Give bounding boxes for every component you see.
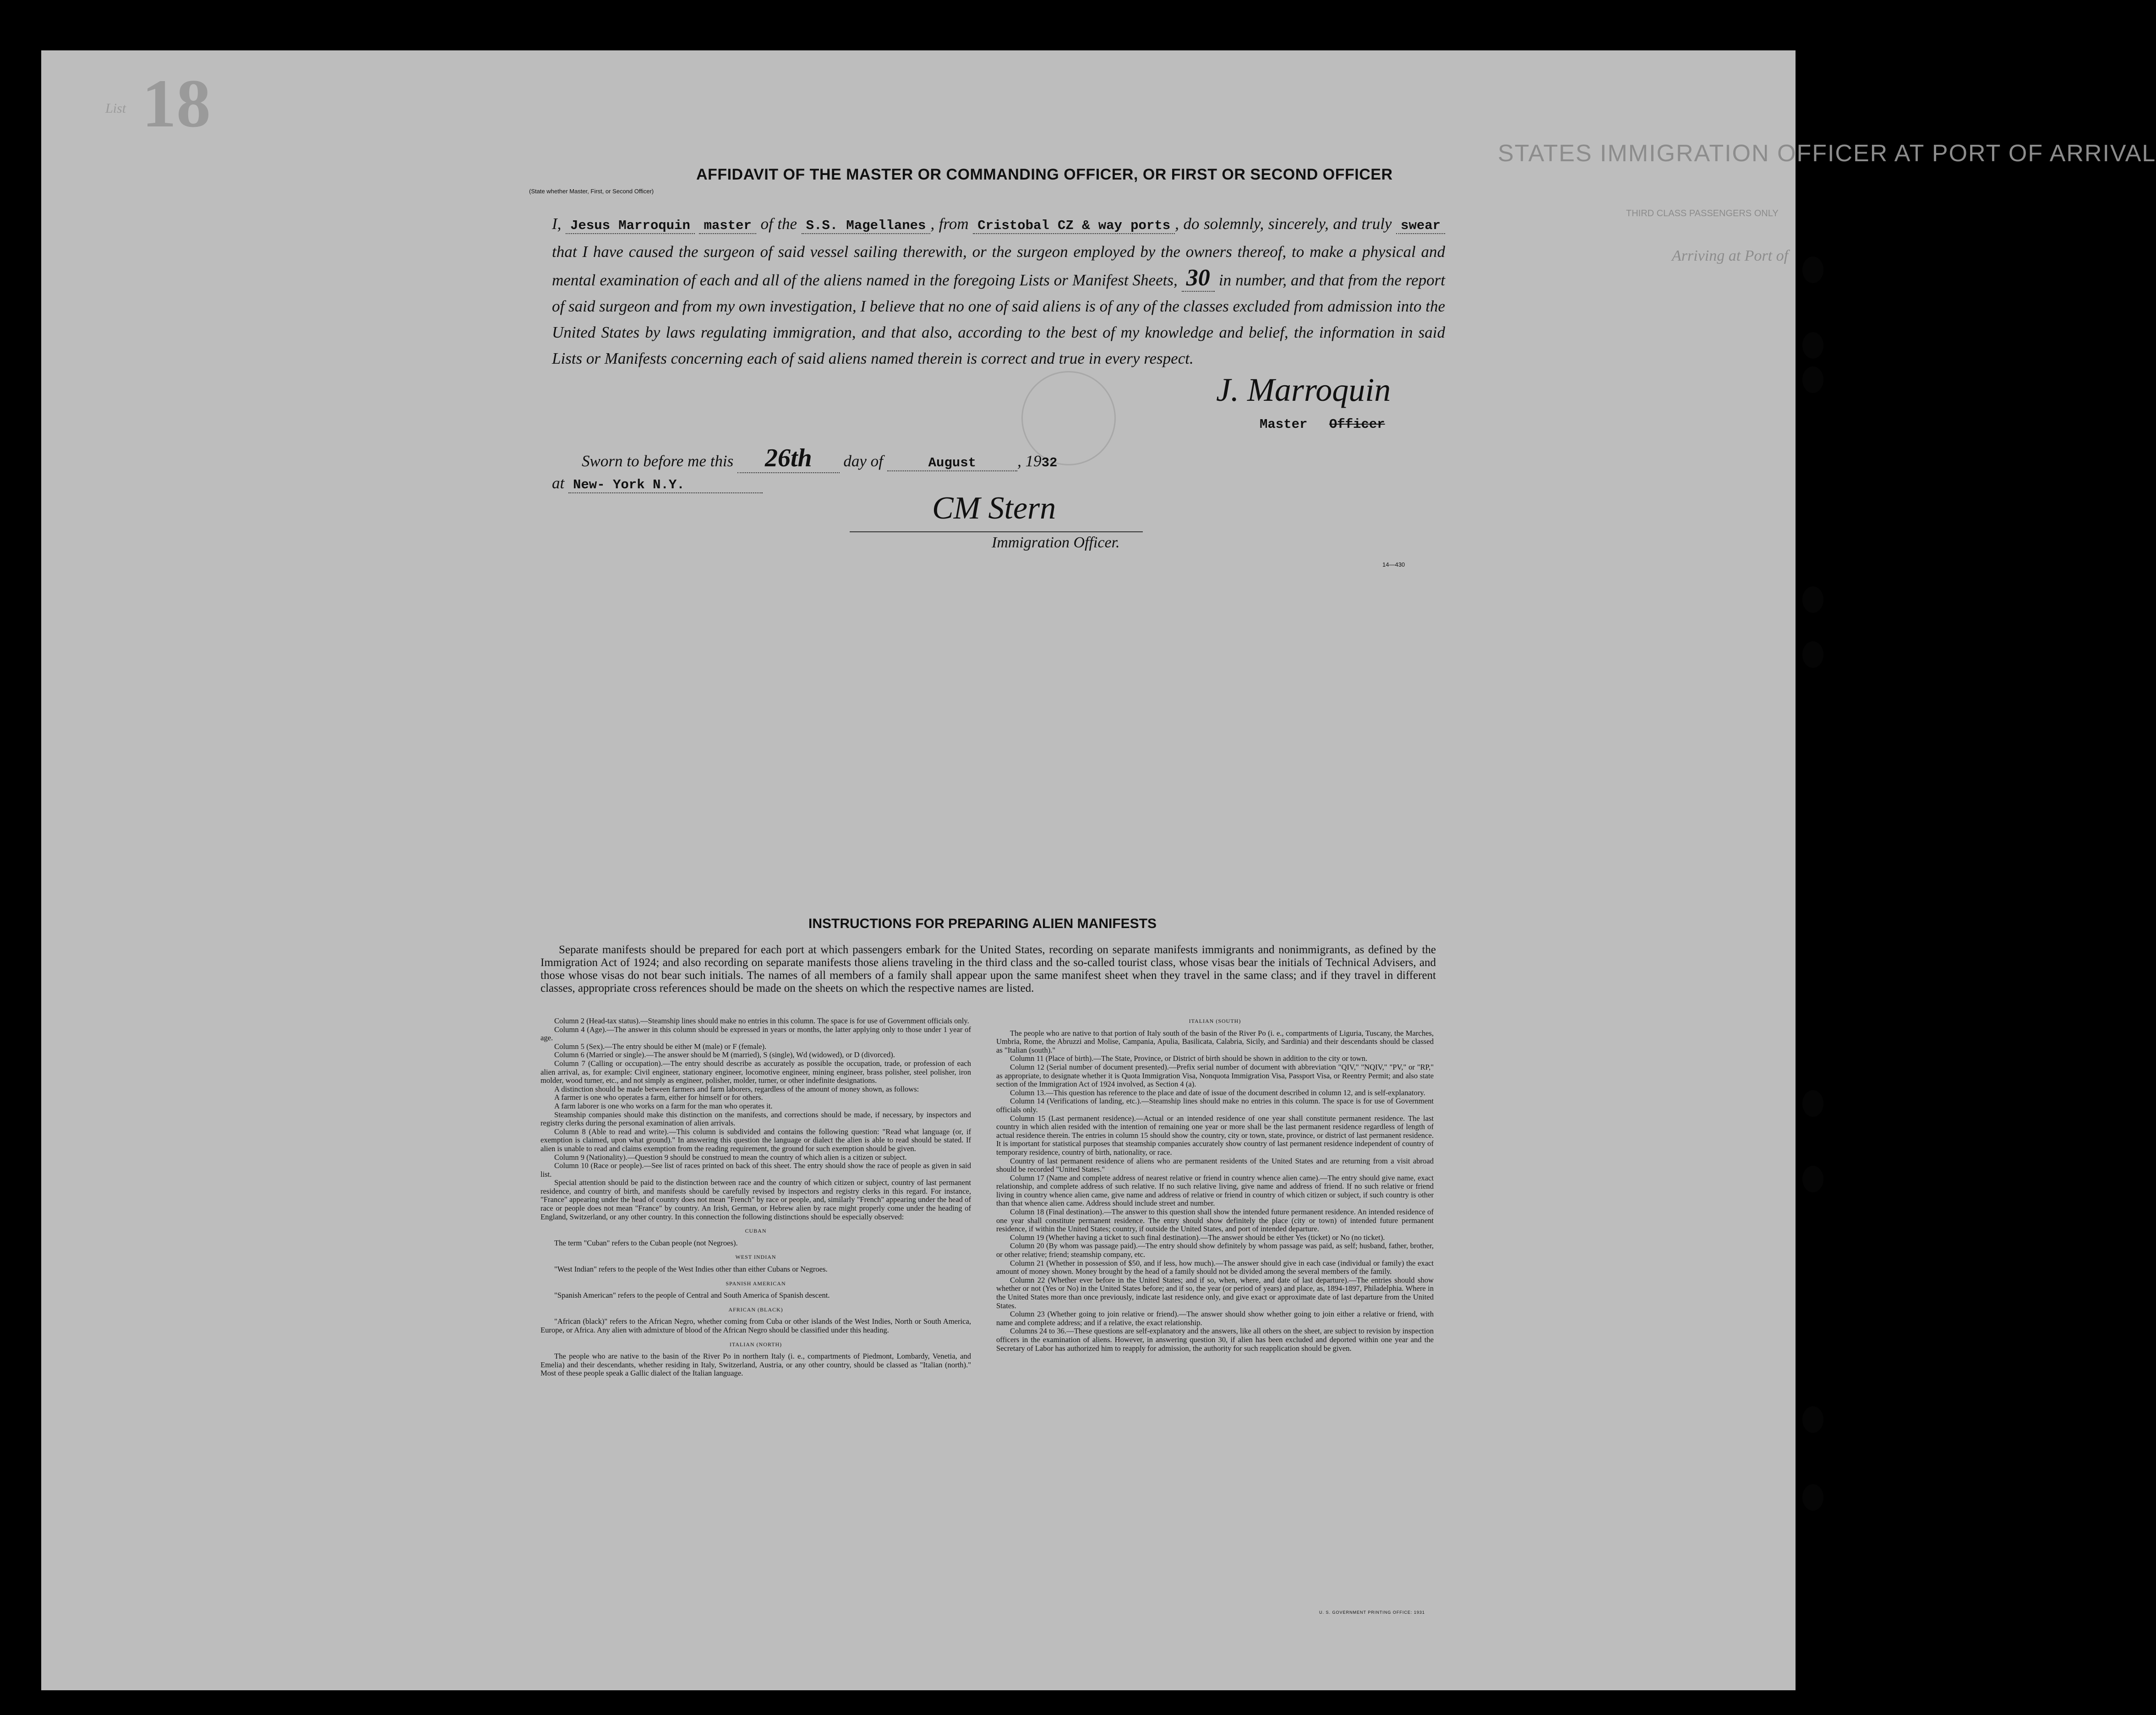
sworn-line bbox=[582, 443, 1057, 473]
sworn-day: 26th bbox=[737, 444, 840, 473]
bleed-list-label: List bbox=[105, 101, 126, 116]
para-italian-north: The people who are native to the basin of the River Po in northern Italy (i. e., compartments of Piedmont, Lombardy, Venetia, and Emelia) and their descendants, whether residing in Italy, Switzerland, Austria, or any other country, should be classed as "Italian (north)." Most of these people speak a Gallic dialect of the Italian language. bbox=[540, 1352, 971, 1378]
binder-hole bbox=[1802, 1166, 1823, 1192]
binder-hole bbox=[1802, 257, 1823, 283]
signer-title bbox=[1260, 417, 1385, 432]
left-paragraph: Column 4 (Age).—The answer in this column should be expressed in years or months, the latter applying only to those under 1 year of age. bbox=[540, 1025, 971, 1043]
left-paragraph: Column 5 (Sex).—The entry should be either M (male) or F (female). bbox=[554, 1042, 767, 1051]
officer-title: Immigration Officer. bbox=[992, 534, 1120, 551]
right-paragraph: Column 14 (Verifications of landing, etc.).—Steamship lines should make no entries in this column. The space is for use of Government officials only. bbox=[996, 1097, 1434, 1114]
affidavit-title: AFFIDAVIT OF THE MASTER OR COMMANDING OFFICER, OR FIRST OR SECOND OFFICER bbox=[696, 166, 1393, 183]
right-paragraph: Column 15 (Last permanent residence).—Actual or an intended residence of one year shall constitute permanent residence. The last country in which alien resided with the intention of remaining one year or more shall be the last permanent residence regardless of length of actual residence therein. The entries in column 15 should show the country, city or town, state, province, or district of last permanent residence. It is important for statistical purposes that steamship companies accurately show country of last permanent residence independent of country of temporary residence, country of birth, nationality, or race. bbox=[996, 1114, 1434, 1157]
binder-hole bbox=[1802, 1484, 1823, 1511]
do-label: , do bbox=[1175, 215, 1200, 233]
right-paragraphs bbox=[996, 1029, 1434, 1353]
right-paragraph: Column 20 (By whom was passage paid).—The entry should show definitely by whom passage was paid, as self; husband, father, brother, or other relative; friend; steamship company, etc. bbox=[996, 1241, 1434, 1259]
year-prefix: , 19 bbox=[1017, 452, 1042, 470]
right-paragraph: Column 19 (Whether having a ticket to such final destination).—The answer should be either Yes (ticket) or No (no ticket). bbox=[1010, 1233, 1385, 1242]
right-paragraph: Column 23 (Whether going to join relative or friend).—The answer should show whether going to join either a relative or friend, with name and complete address; and if a relative, the exact relationship. bbox=[996, 1310, 1434, 1327]
struck-officer: Officer bbox=[1329, 417, 1385, 432]
left-paragraph: Steamship companies should make this distinction on the manifests, and corrections should be made, if necessary, by inspectors and registry clerks during the personal examination of alien arrivals. bbox=[540, 1110, 971, 1128]
right-paragraph: Column 12 (Serial number of document presented).—Prefix serial number of document with abbreviation "QIV," "NQIV," "PV," or "RP," as appropriate, to designate whether it is Quota Immigration Visa, Nonquota Immigration Visa, Passport Visa, or Reentry Permit; and also state section of the Immigration Act of 1924 involved, as Section 4 (a). bbox=[996, 1062, 1434, 1089]
form-number: 14—430 bbox=[1382, 561, 1405, 568]
at-label: at bbox=[552, 474, 565, 492]
sworn-label: Sworn to before me this bbox=[582, 452, 734, 470]
from-port: Cristobal CZ & way ports bbox=[973, 218, 1175, 234]
solemnly-text: solemnly, sincerely, and truly bbox=[1204, 215, 1392, 233]
right-paragraph: Columns 24 to 36.—These questions are self-explanatory and the answers, like all others on the sheet, are subject to revision by inspection officers in the examination of aliens. However, in answering question 30, if alien has been excluded and deported within one year and the Secretary of Labor has authorized him to reapply for admission, the authority for such reapplication should be given. bbox=[996, 1327, 1434, 1353]
sworn-month: August bbox=[887, 455, 1017, 471]
pronoun-I: I, bbox=[552, 215, 562, 233]
para-west-indian: "West Indian" refers to the people of the West Indies other than either Cubans or Negroes. bbox=[554, 1265, 828, 1274]
heading-italian-north: ITALIAN (NORTH) bbox=[729, 1341, 782, 1348]
oath-word: swear bbox=[1396, 218, 1445, 234]
left-paragraph: A farm laborer is one who works on a farm for the man who operates it. bbox=[554, 1101, 773, 1110]
binder-hole bbox=[1802, 332, 1823, 359]
right-paragraph: Column 11 (Place of birth).—The State, Province, or District of birth should be shown in addition to the city or town. bbox=[1010, 1054, 1368, 1063]
left-paragraph: Column 9 (Nationality).—Question 9 should be construed to mean the country of which alien is a citizen or subject. bbox=[554, 1152, 907, 1162]
master-title: Master bbox=[1260, 417, 1308, 432]
binder-hole bbox=[1802, 586, 1823, 613]
day-of-label: day of bbox=[843, 452, 883, 470]
instructions-intro: Separate manifests should be prepared for each port at which passengers embark for the United States, recording on separate manifests immigrants and nonimmigrants, as defined by the Immigration Act of 1924; and also recording on separate manifests those aliens traveling in the third class and the so-called tourist class, whose visas bear the initials of Technical Advisers, and those whose visas do not bear such initials. The names of all members of a family shall appear upon the same manifest sheet when they travel in the same class; and if they travel in different classes, appropriate cross references should be made on the sheets on which the respective names are listed. bbox=[540, 944, 1436, 994]
left-paragraphs bbox=[540, 1017, 971, 1221]
binder-hole bbox=[1802, 1090, 1823, 1117]
rank-written: master bbox=[699, 218, 756, 234]
vessel-name: S.S. Magellanes bbox=[802, 218, 931, 234]
left-paragraph: Column 10 (Race or people).—See list of races printed on back of this sheet. The entry should show the race of people as given in said list. bbox=[540, 1161, 971, 1179]
heading-spanish-american: SPANISH AMERICAN bbox=[726, 1280, 786, 1287]
manifest-sheet bbox=[41, 50, 2156, 1690]
left-paragraph: Column 2 (Head-tax status).—Steamship lines should make no entries in this column. The space is for use of Government officials only. bbox=[554, 1016, 969, 1025]
binder-hole bbox=[1802, 1406, 1823, 1433]
right-paragraph: The people who are native to that portion of Italy south of the basin of the River Po (i. e., compartments of Liguria, Tuscany, the Marches, Umbria, Rome, the Abruzzi and Molise, Campania, Apulia, Basilicata, Calabria, Sicily, and Sardinia) and their descendants should be classed as "Italian (south)." bbox=[996, 1028, 1434, 1054]
master-name: Jesus Marroquin bbox=[566, 218, 695, 234]
sheet-count: 30 bbox=[1182, 265, 1215, 292]
from-label: from bbox=[939, 215, 969, 233]
binder-hole bbox=[1802, 641, 1823, 668]
right-paragraph: Column 21 (Whether in possession of $50, and if less, how much).—The answer should give in each case (individual or family) the exact amount of money shown. Money brought by the head of a family should not be divided among the several members of the family. bbox=[996, 1258, 1434, 1276]
para-spanish-american: "Spanish American" refers to the people of Central and South America of Spanish descent. bbox=[554, 1291, 830, 1300]
master-signature: J. Marroquin bbox=[1216, 371, 1391, 408]
sworn-place: New- York N.Y. bbox=[568, 477, 763, 493]
heading-west-indian: WEST INDIAN bbox=[735, 1254, 776, 1261]
para-cuban: The term "Cuban" refers to the Cuban people (not Negroes). bbox=[554, 1238, 738, 1247]
heading-cuban: CUBAN bbox=[745, 1228, 767, 1234]
affidavit-body-1: that I have caused the surgeon of said vessel sailing therewith, or the surgeon employed by the owners thereof, to make a physical and mental examination of each and all of the aliens named in the foregoing Lists or Manifest Sheets, bbox=[552, 243, 1445, 289]
bleed-list-number: 18 bbox=[142, 66, 211, 142]
right-paragraph: Column 18 (Final destination).—The answer to this question shall show the intended future permanent residence. An intended residence of one year shall constitute permanent residence. The entry should show definitely the place (city or town) of intended future permanent residence, if within the United States; country, if outside the United States, and port of intended departure. bbox=[996, 1207, 1434, 1234]
left-paragraph: Column 7 (Calling or occupation).—The entry should describe as accurately as possible the occupation, trade, or profession of each alien arrival, as, for example: Civil engineer, stationary engineer, locomotive engineer, mining engineer, brass polisher, steel polisher, iron molder, wood turner, etc., and not simply as engineer, polisher, molder, turner, or other indefinite designations. bbox=[540, 1059, 971, 1085]
left-paragraph: A farmer is one who operates a farm, either for himself or for others. bbox=[554, 1093, 763, 1102]
bleed-right-header: STATES IMMIGRATION OFFICER AT PORT OF ARRIVAL bbox=[1498, 140, 2156, 167]
printer-imprint: U. S. GOVERNMENT PRINTING OFFICE: 1931 bbox=[1319, 1610, 1425, 1615]
binder-hole bbox=[1802, 366, 1823, 393]
para-african: "African (black)" refers to the African Negro, whether coming from Cuba or other islands of the West Indies, North or South America, Europe, or Africa. Any alien with admixture of blood of the African Negro should be classified under this heading. bbox=[540, 1317, 971, 1334]
right-paragraph: Column 22 (Whether ever before in the United States; and if so, when, where, and date of last departure).—The entries should show whether or not (Yes or No) in the United States before; and if so, the year (or period of years) and place, as, 1894-1897, Philadelphia. Where in the United States more than once previously, indicate last residence only, and give exact or approximate date of last departure from the United States. bbox=[996, 1275, 1434, 1310]
officer-signature-line bbox=[850, 531, 1143, 532]
instructions-title: INSTRUCTIONS FOR PREPARING ALIEN MANIFESTS bbox=[808, 916, 1157, 931]
right-paragraph: Country of last permanent residence of aliens who are permanent residents of the United States and are returning from a visit abroad should be recorded "United States." bbox=[996, 1156, 1434, 1174]
right-paragraph: Column 17 (Name and complete address of nearest relative or friend in country whence alien came).—The entry should give name, exact relationship, and complete address of such relative. If no such relative living, give name and address of friend. If no such relative or friend living in country whence alien came, give name and address of relative or friend in country of which citizen or subject, if such country is other than that whence alien came. Address should include street and number. bbox=[996, 1173, 1434, 1208]
of-the-label: of the bbox=[760, 215, 797, 233]
bleed-third-class: THIRD CLASS PASSENGERS ONLY bbox=[1626, 208, 1779, 218]
left-paragraph: Special attention should be paid to the distinction between race and the country of which citizen or subject, country of last permanent residence, and country of birth, and manifests should be carefully revised by inspectors and registry clerks in this regard. For instance, "France" appearing under the head of country does not mean "French" by race or people, and, similarly "French" appearing under the head of race or people does not mean "France" by country. An Irish, German, or Hebrew alien by race might properly come under the heading of England, Switzerland, or any other country. In this connection the following distinctions should be especially observed: bbox=[540, 1178, 971, 1221]
left-paragraph: Column 8 (Able to read and write).—This column is subdivided and contains the following question: "Read what language (or, if exemption is claimed, upon what ground)." In answering this question the language or dialect the alien is able to read should be stated. If alien is unable to read and claims exemption from the reading requirement, the ground for such exemption should be given. bbox=[540, 1127, 971, 1153]
right-paragraph: Column 13.—This question has reference to the place and date of issue of the document described in column 12, and is self-explanatory. bbox=[1010, 1088, 1425, 1097]
affidavit-text: I, Jesus Marroquin master of the S.S. Magellanes , from Cristobal CZ & way ports , do solemnly, sincerely, and truly swear that I have caused the surgeon of said vessel sailing therewith, or the surgeon employed by the owners thereof, to make a physical and mental examination of each and all of the aliens named in the foregoing Lists or Manifest Sheets, 30 in number, and that from the report of said surgeon and from my own investigation, I believe that no one of said aliens is of any of the classes excluded from admission into the United States by laws regulating immigration, and that also, according to the best of my knowledge and belief, the information in said Lists or Manifests concerning each of said aliens named therein is correct and true in every respect. bbox=[552, 215, 1446, 367]
affidavit-body-2: in number, and that from the report of said surgeon and from my own investigation, I believe that no one of said aliens is of any of the classes excluded from admission into the United States by laws regulating immigration, and that also, according to the best of my knowledge and belief, the information in said Lists or Manifests concerning each of said aliens named therein is correct and true in every respect. bbox=[552, 271, 1446, 367]
heading-african: AFRICAN (BLACK) bbox=[728, 1306, 783, 1313]
instructions-right-column bbox=[996, 1017, 1434, 1353]
bleed-arriving: Arriving at Port of bbox=[1672, 247, 1789, 264]
heading-italian-south: ITALIAN (SOUTH) bbox=[1189, 1018, 1241, 1024]
sworn-year: 32 bbox=[1041, 455, 1058, 470]
left-paragraph: A distinction should be made between farmers and farm laborers, regardless of the amount of money shown, as follows: bbox=[554, 1084, 919, 1093]
instructions-left-column bbox=[540, 1017, 971, 1378]
left-paragraph: Column 6 (Married or single).—The answer should be M (married), S (single), Wd (widowed), or D (divorced). bbox=[554, 1050, 895, 1060]
officer-signature: CM Stern bbox=[932, 491, 1056, 526]
place-line bbox=[552, 474, 763, 492]
rank-note: (State whether Master, First, or Second Officer) bbox=[529, 188, 654, 195]
